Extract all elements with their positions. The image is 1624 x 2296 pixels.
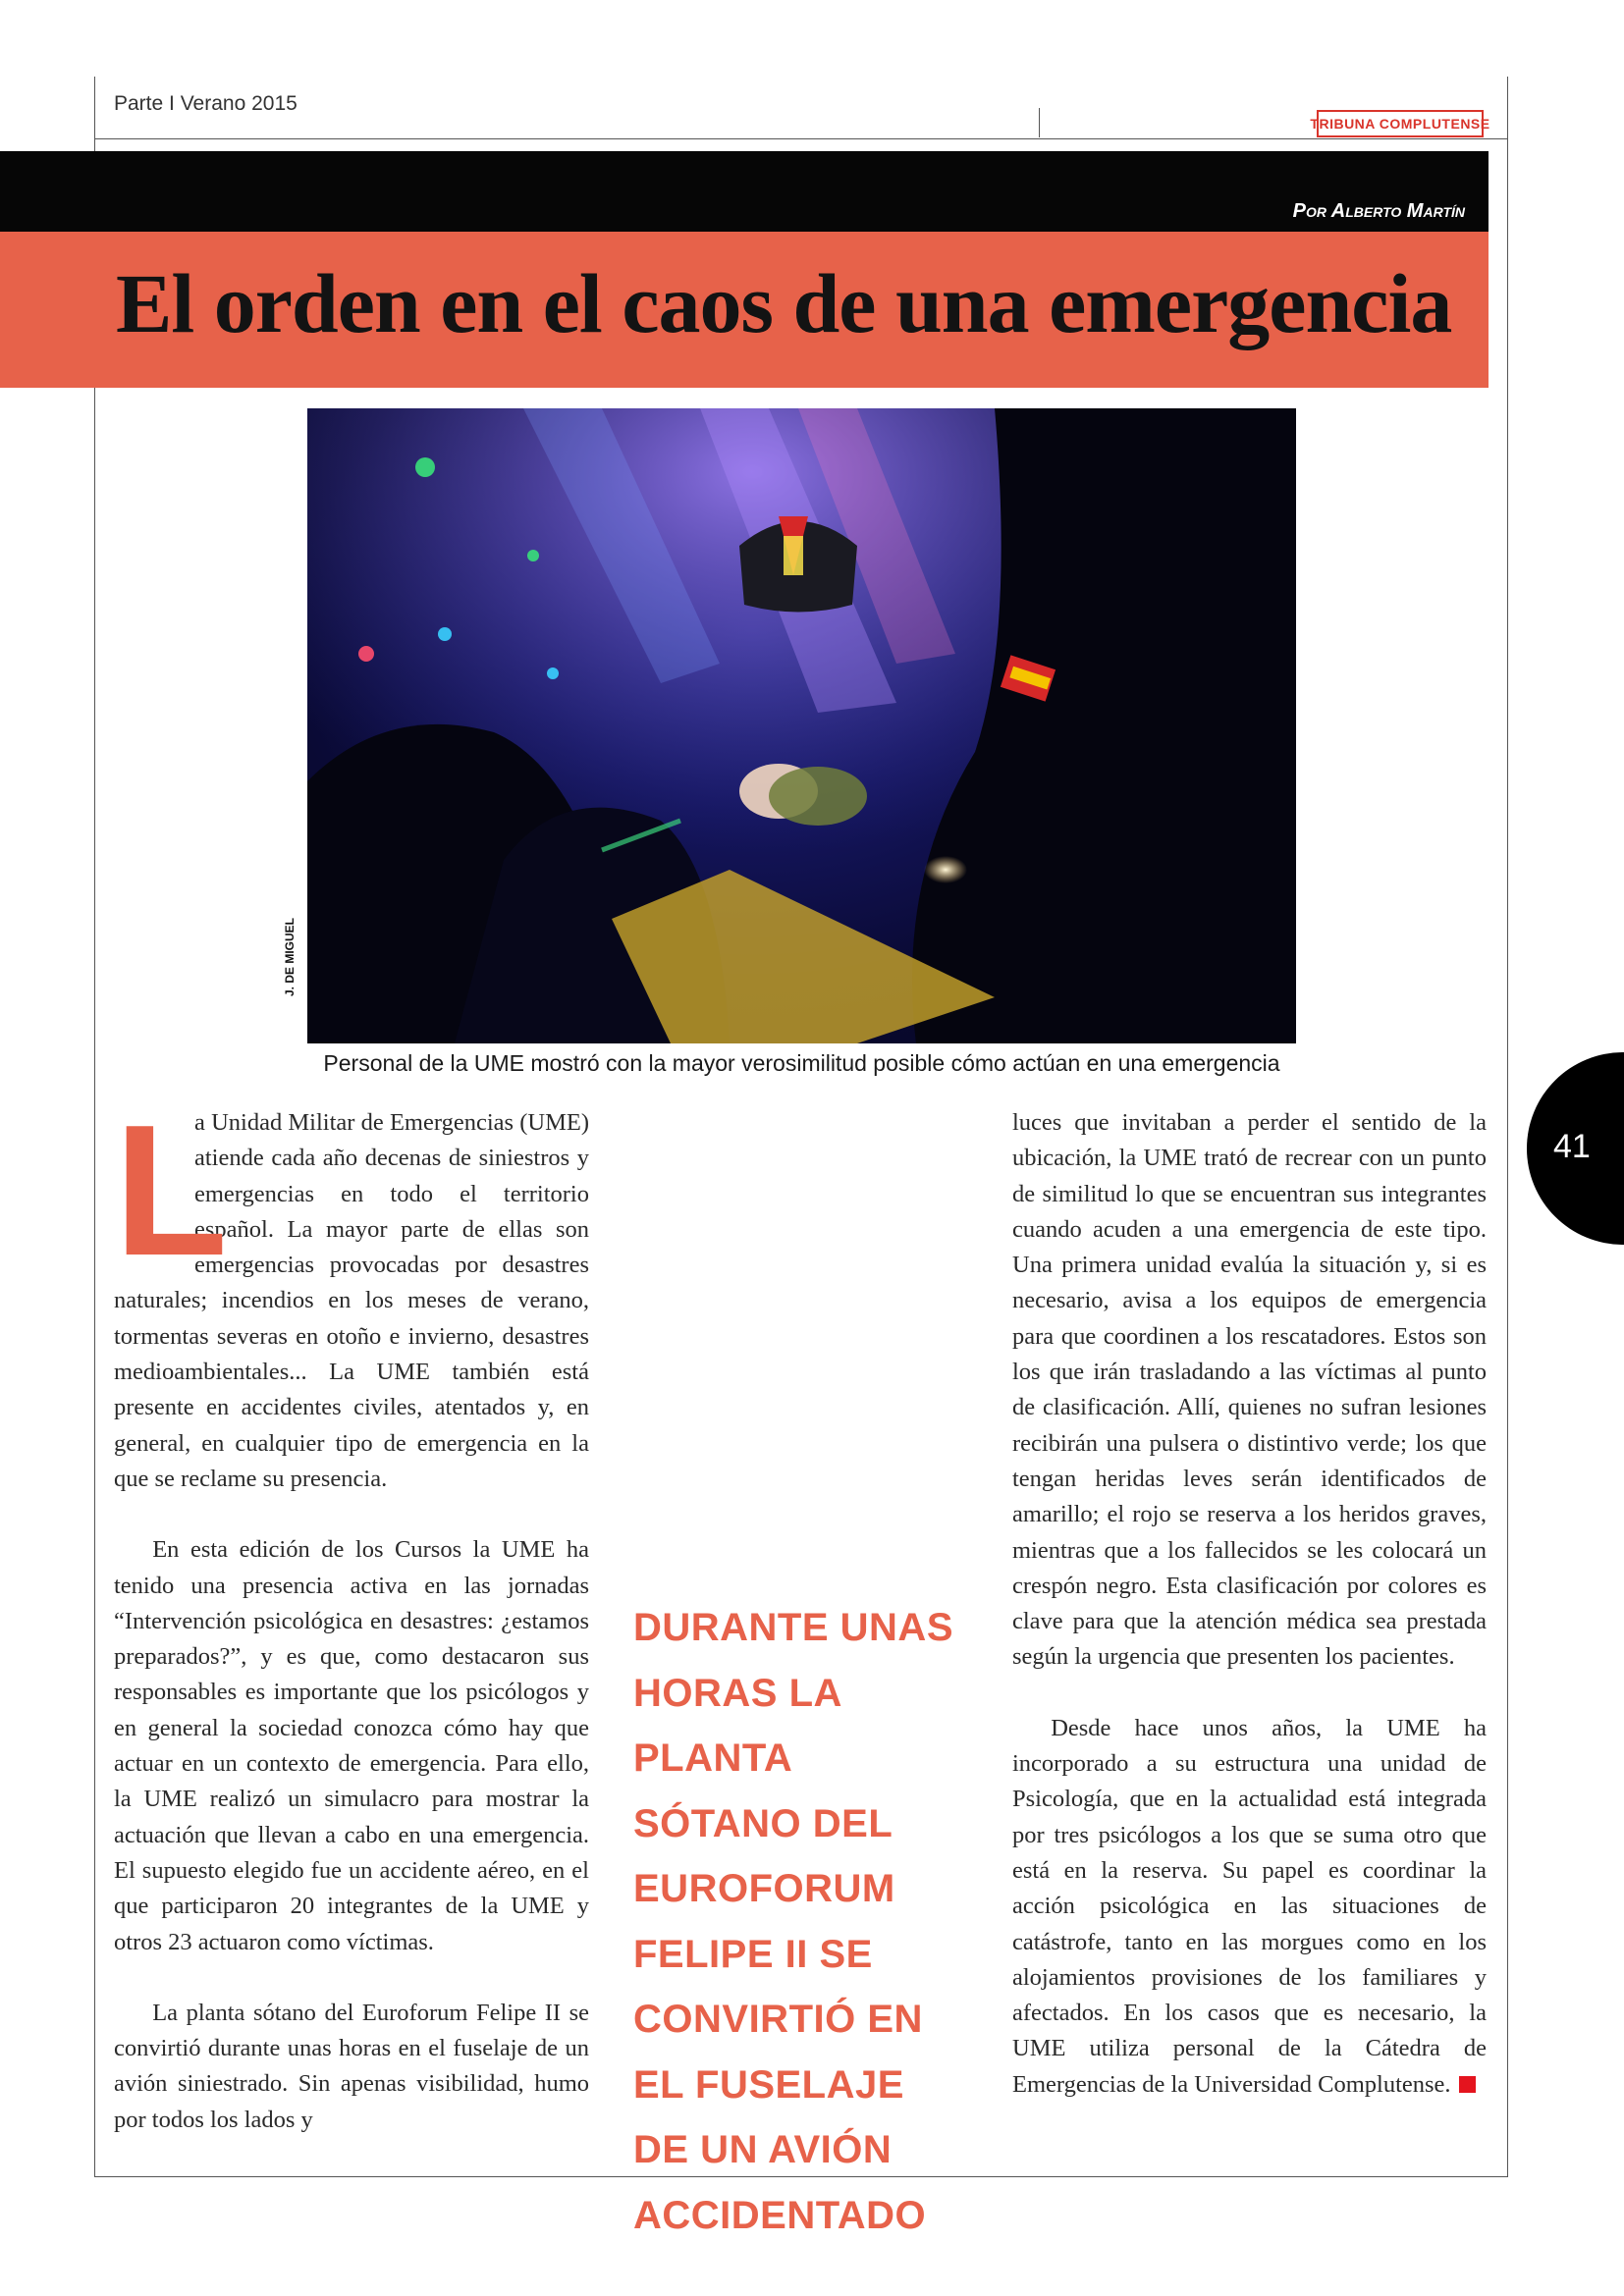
issue-label: Parte I Verano 2015 <box>114 92 298 115</box>
article-headline: El orden en el caos de una emergencia <box>116 256 1452 350</box>
paragraph-1 <box>114 1087 589 1497</box>
pull-quote: DURANTE UNAS HORAS LA PLANTA SÓTANO DEL EUROFORUM FELIPE II SE CONVIRTIÓ EN EL FUSELAJE DE UN AVIÓN ACCIDENTADO <box>633 1606 953 2237</box>
right-column <box>1012 1105 1487 2138</box>
photo-illustration <box>307 408 1296 1043</box>
masthead-logo <box>1310 110 1490 137</box>
paragraph-4: luces que invitaban a perder el sentido de la ubicación, la UME trató de recrear con un punto de similitud lo que se encuentran sus integrantes cuando acuden a una emergencia de este tipo. Una primera unidad evalúa la situación y, si es necesario, avisa a los equipos de emergencia para que coordinen a los rescatadores. Estos son los que irán trasladando a las víctimas al punto de clasificación. Allí, quienes no sufran lesiones recibirán una pulsera o distintivo verde; los que tengan heridas leves serán identificados de amarillo; el rojo se reserva a los heridos graves, mientras que a los fallecidos se les colocará un crespón negro. Esta clasificación por colores es clave para que la atención médica sea prestada según la urgencia que presenten los pacientes. <box>1012 1109 1487 1671</box>
masthead-text: TRIBUNA COMPLUTENSE <box>1310 116 1490 132</box>
paragraph-2: En esta edición de los Cursos la UME ha tenido una presencia activa en las jornadas “Intervención psicológica en desastres: ¿estamos preparados?”, y es que, como destacaron sus responsables es importante que los psicólogos y en general la sociedad conozca cómo hay que actuar en un contexto de emergencia. Para ello, la UME realizó un simulacro para mostrar la actuación que llevan a cabo en una emergencia. El supuesto elegido fue un accidente aéreo, en el que participaron 20 integrantes de la UME y otros 23 actuaron como víctimas. <box>114 1536 589 1955</box>
page-number: 41 <box>1553 1128 1591 1165</box>
article-photo <box>307 408 1296 1043</box>
right-frame-rule <box>1507 77 1508 2177</box>
header-divider <box>1039 108 1040 137</box>
byline: Por Alberto Martín <box>1292 200 1465 222</box>
top-rule <box>94 138 1508 139</box>
paragraph-3: La planta sótano del Euroforum Felipe II se convirtió durante unas horas en el fuselaje de un avión siniestrado. Sin apenas visibilidad, humo por todos los lados y <box>114 1999 589 2133</box>
photo-caption: Personal de la UME mostró con la mayor verosimilitud posible cómo actúan en una emergencia <box>323 1050 1280 1076</box>
photo-credit: J. DE MIGUEL <box>283 917 297 996</box>
left-frame-rule <box>94 77 95 2177</box>
paragraph-5-text: Desde hace unos años, la UME ha incorporado a su estructura una unidad de Psicología, que en la actualidad está integrada por tres psicólogos a los que se suma otro que está en la reserva. Su papel es coordinar la acción psicológica en las situaciones de catástrofe, tanto en las morgues como en los alojamientos provisiones de los familiares y afectados. En los casos que es necesario, la UME utiliza personal de la Cátedra de Emergencias de la Universidad Complutense. <box>1012 1714 1487 2098</box>
drop-cap-letter: L <box>114 1087 229 1295</box>
end-of-article-mark <box>1459 2076 1476 2093</box>
paragraph-5 <box>1012 1711 1487 2103</box>
drop-cap <box>114 1087 229 1295</box>
paragraph-1-text: a Unidad Militar de Emergencias (UME) atiende cada año decenas de siniestros y emergencias en todo el territorio español. La mayor parte de ellas son emergencias provocadas por desastres naturales; incendios en los meses de verano, tormentas severas en otoño e invierno, desastres medioambientales... La UME también está presente en accidentes civiles, atentados y, en general, en cualquier tipo de emergencia en la que se reclame su presencia. <box>114 1109 589 1492</box>
black-header-band <box>0 151 1489 232</box>
left-column <box>114 1087 589 2173</box>
